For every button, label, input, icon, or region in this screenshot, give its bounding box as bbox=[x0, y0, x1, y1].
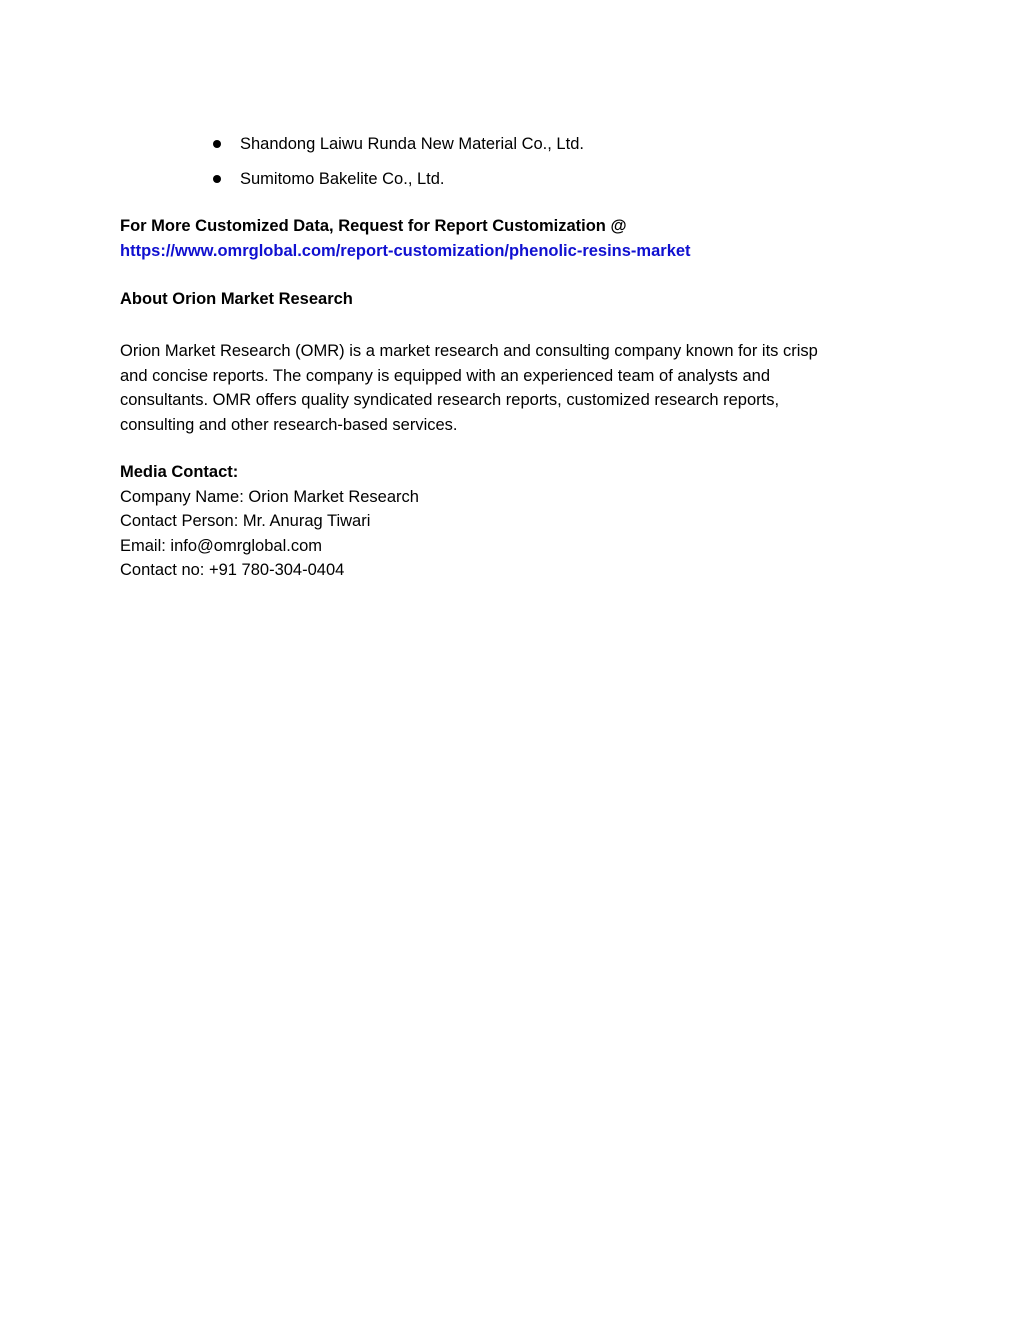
media-contact-section bbox=[120, 460, 910, 583]
customization-heading: For More Customized Data, Request for Report Customization @ bbox=[120, 217, 627, 235]
company-name: Company Name: Orion Market Research bbox=[120, 487, 419, 506]
about-line: Orion Market Research (OMR) is a market research and consulting company known for its crisp bbox=[120, 342, 818, 360]
list-item-text: Sumitomo Bakelite Co., Ltd. bbox=[240, 170, 445, 188]
customization-section bbox=[120, 214, 910, 263]
bullet-icon bbox=[213, 175, 221, 183]
about-line: consulting and other research-based services. bbox=[120, 415, 458, 434]
list-item-text: Shandong Laiwu Runda New Material Co., Ltd. bbox=[240, 135, 584, 153]
customization-link[interactable]: https://www.omrglobal.com/report-customization/phenolic-resins-market bbox=[120, 241, 691, 260]
company-bullet-list bbox=[212, 131, 584, 201]
list-item bbox=[212, 131, 584, 166]
about-line: and concise reports. The company is equipped with an experienced team of analysts and bbox=[120, 366, 771, 385]
about-heading: About Orion Market Research bbox=[120, 290, 353, 308]
list-item bbox=[212, 166, 584, 201]
media-contact-heading: Media Contact: bbox=[120, 463, 239, 481]
contact-email: Email: info@omrglobal.com bbox=[120, 536, 322, 555]
bullet-icon bbox=[213, 140, 221, 148]
about-line: consultants. OMR offers quality syndicated research reports, customized research reports, bbox=[120, 391, 780, 409]
contact-person: Contact Person: Mr. Anurag Tiwari bbox=[120, 512, 371, 530]
contact-phone: Contact no: +91 780-304-0404 bbox=[120, 561, 345, 579]
about-paragraph bbox=[120, 339, 910, 437]
